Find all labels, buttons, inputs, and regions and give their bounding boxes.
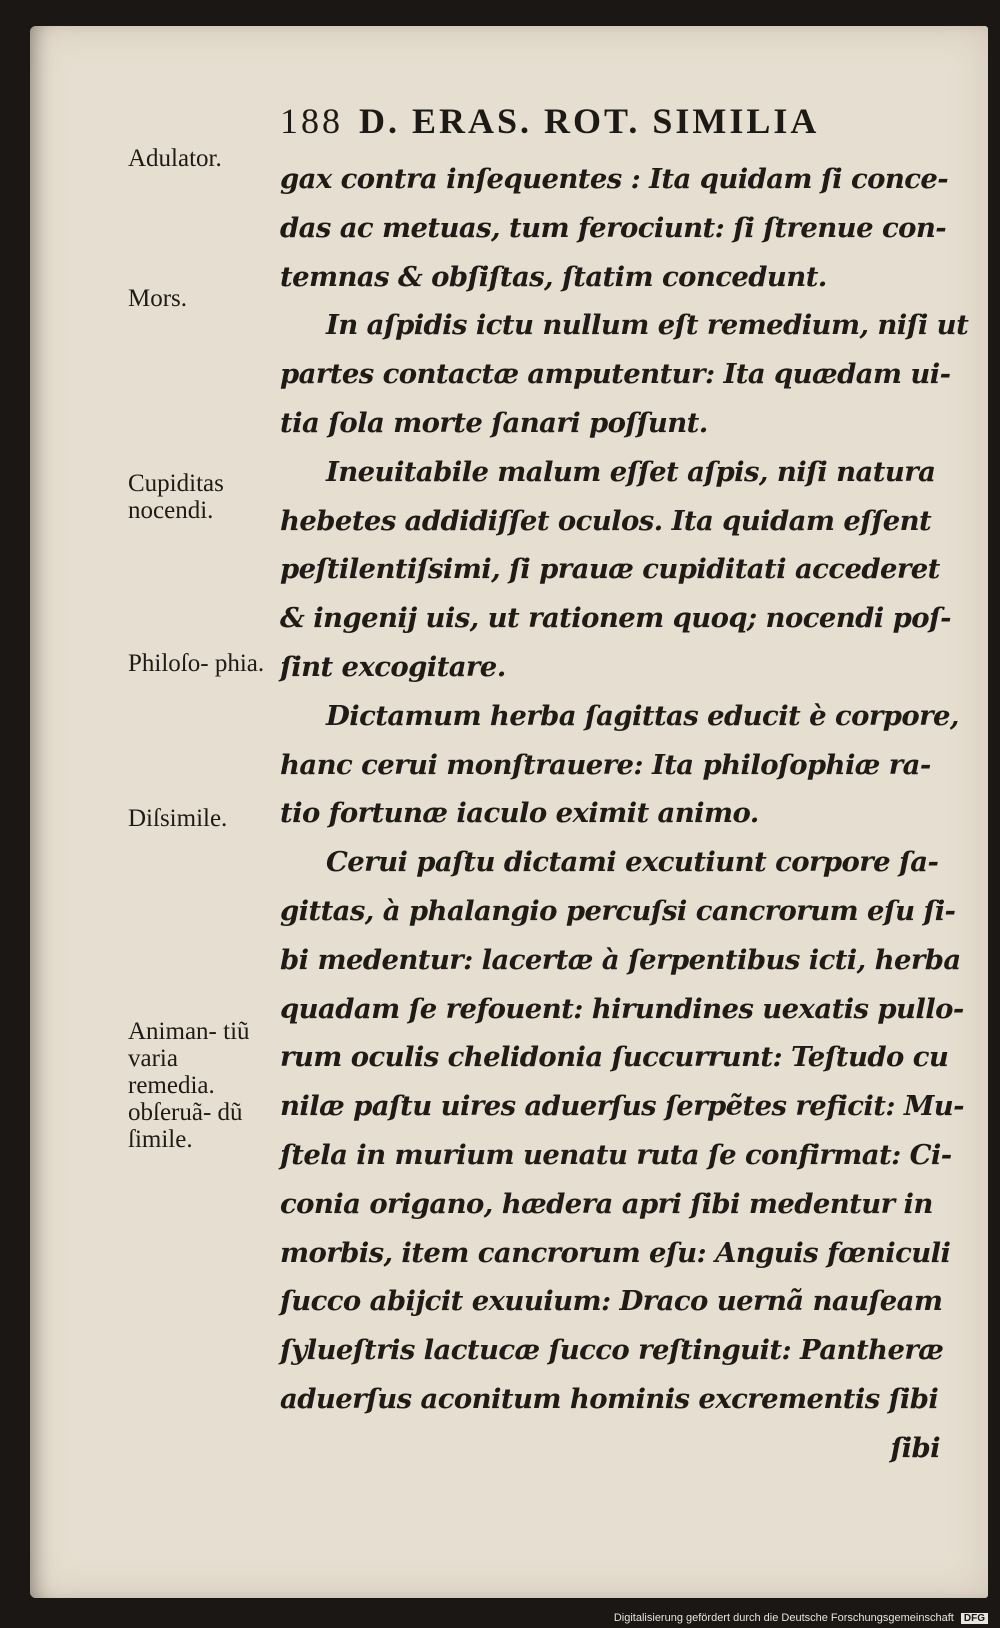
text-line: rum oculis chelidonia ſuccurrunt: Teſtudo cu bbox=[280, 1041, 949, 1074]
text-line: peſtilentiſsimi, ſi prauæ cupiditati accederet bbox=[280, 553, 940, 586]
running-title: D. ERAS. ROT. SIMILIA bbox=[359, 101, 820, 141]
text-line: aduerſus aconitum hominis excrementis ſibi bbox=[280, 1382, 939, 1415]
text-line: Dictamum herba ſagittas educit è corpore, bbox=[326, 699, 959, 732]
body-text bbox=[280, 155, 969, 1473]
margin-note-dissimile: Diſsimile. bbox=[128, 805, 228, 832]
text-line: gittas, à phalangio percuſsi cancrorum eſu ſi- bbox=[280, 894, 956, 927]
text-line: & ingenij uis, ut rationem quoq; nocendi poſ- bbox=[280, 602, 951, 635]
text-line: quadam ſe refouent: hirundines uexatis pullo- bbox=[280, 992, 964, 1025]
text-line: ſylueſtris lactucæ ſucco reſtinguit: Pantheræ bbox=[280, 1334, 944, 1367]
text-line: In aſpidis ictu nullum eſt remedium, niſi ut bbox=[326, 309, 969, 342]
text-line: conia origano, hædera apri ſibi medentur in bbox=[280, 1187, 933, 1220]
text-line: gax contra inſequentes : Ita quidam ſi conce- bbox=[280, 163, 949, 195]
text-line: morbis, item cancrorum eſu: Anguis fœniculi bbox=[280, 1236, 951, 1269]
text-line: Ineuitabile malum eſſet aſpis, niſi natura bbox=[326, 455, 936, 488]
text-line: ſtela in murium uenatu ruta ſe confirmat: Ci- bbox=[280, 1138, 952, 1171]
text-line: tia ſola morte ſanari poſſunt. bbox=[280, 406, 708, 439]
running-header bbox=[280, 100, 920, 142]
page-number: 188 bbox=[280, 101, 343, 141]
dfg-logo: DFG bbox=[961, 1613, 988, 1624]
text-line: Cerui paſtu dictami excutiunt corpore ſa- bbox=[326, 846, 939, 879]
text-line: ſint excogitare. bbox=[280, 650, 506, 683]
text-line: das ac metuas, tum ferociunt: ſi ſtrenue con- bbox=[280, 211, 947, 244]
margin-note-cupiditas: Cupiditas nocendi. bbox=[128, 470, 224, 524]
text-line: tio fortunæ iaculo eximit animo. bbox=[280, 797, 759, 830]
text-line: temnas & obſiſtas, ſtatim concedunt. bbox=[280, 260, 827, 293]
margin-note-philosophia: Philoſo- phia. bbox=[128, 650, 265, 677]
margin-note-animantium: Animan- tiũ varia remedia. obſeruã- dũ ſimile. bbox=[128, 1018, 250, 1153]
footer-text: Digitalisierung gefördert durch die Deutsche Forschungsgemeinschaft bbox=[613, 1612, 954, 1624]
catchword: ſibi bbox=[890, 1431, 940, 1464]
text-line: bi medentur: lacertæ à ſerpentibus icti, herba bbox=[280, 943, 961, 976]
text-line: ſucco abijcit exuuium: Draco uernã nauſeam bbox=[280, 1285, 943, 1318]
text-line: nilæ paſtu uires aduerſus ſerpẽtes reficit: Mu- bbox=[280, 1090, 964, 1123]
text-line: hebetes addidiſſet oculos. Ita quidam eſſent bbox=[280, 504, 932, 537]
margin-note-mors: Mors. bbox=[128, 285, 188, 312]
digitization-footer bbox=[614, 1612, 988, 1624]
margin-note-adulator: Adulator. bbox=[128, 145, 222, 172]
text-line: hanc cerui monſtrauere: Ita philoſophiæ ra- bbox=[280, 748, 931, 781]
text-line: partes contactæ amputentur: Ita quædam ui- bbox=[280, 358, 951, 391]
